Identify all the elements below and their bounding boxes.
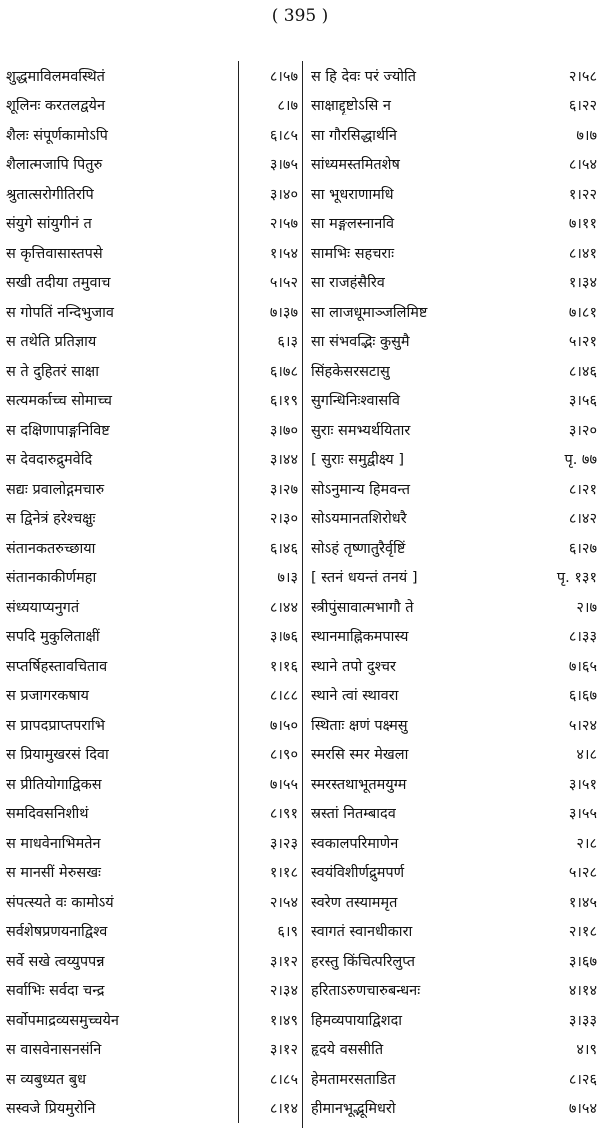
verse-text: सुराः समभ्यर्थयितार: [311, 422, 411, 439]
verse-reference: ३।५१: [568, 776, 597, 793]
index-row: [303, 828, 600, 858]
index-row: [0, 563, 302, 593]
verse-reference: ३।१२: [238, 1035, 302, 1065]
verse-reference: ३।६७: [568, 953, 597, 970]
verse-reference: २।७: [576, 599, 597, 616]
index-row: [303, 563, 600, 593]
verse-reference: २।८: [576, 835, 597, 852]
verse-text: सोऽहं तृष्णातुरैर्वृष्टिं: [311, 540, 406, 557]
verse-reference: ५।२४: [568, 717, 597, 734]
index-row: [0, 740, 302, 770]
verse-reference: ३।४४: [238, 445, 302, 475]
index-row: [303, 61, 600, 91]
verse-text: हिमव्यपायाद्विशदा: [311, 1012, 403, 1029]
index-row: [0, 356, 302, 386]
verse-reference: ३।७६: [238, 622, 302, 652]
index-row: [303, 622, 600, 652]
verse-reference: ६।९: [238, 917, 302, 947]
verse-text: स तथेति प्रतिज्ञाय: [6, 334, 97, 351]
verse-text: स्थाने तपो दुश्चर: [311, 658, 396, 675]
verse-text: संपत्स्यते वः कामोऽयं: [6, 894, 114, 911]
verse-text: हेमतामरसताडित: [311, 1071, 396, 1088]
verse-reference: ८।९०: [238, 740, 302, 770]
verse-text: स गोपतिं नन्दिभुजाव: [6, 304, 114, 321]
index-row: [0, 327, 302, 357]
verse-reference: ८।४२: [568, 511, 597, 528]
index-row: [303, 327, 600, 357]
index-row: [303, 651, 600, 681]
verse-text: सा राजहंसैरिव: [311, 275, 385, 292]
index-row: [303, 238, 600, 268]
index-row: [0, 209, 302, 239]
verse-text: सर्वोपमाद्रव्यसमुच्चयेन: [6, 1012, 119, 1029]
index-row: [0, 504, 302, 534]
page-number: ( 395 ): [271, 6, 329, 26]
verse-text: सांध्यमस्तमितशेष: [311, 157, 400, 174]
verse-text: सर्वाभिः सर्वदा चन्द्र: [6, 983, 105, 1000]
verse-text: सत्यमर्काच्च सोमाच्च: [6, 393, 112, 410]
verse-text: सोऽयमानतशिरोधरै: [311, 511, 407, 528]
verse-reference: ८।२६: [568, 1071, 597, 1088]
right-column: [302, 61, 600, 1128]
index-row: [0, 1005, 302, 1035]
verse-text: स्वयंविशीर्णद्रुमपर्ण: [311, 865, 405, 882]
verse-text: स कृत्तिवासास्तपसे: [6, 245, 103, 262]
index-row: [303, 887, 600, 917]
index-row: [0, 917, 302, 947]
verse-text: सस्वजे प्रियमुरोनि: [6, 1101, 96, 1118]
verse-text: सुगन्धिनिःश्वासवि: [311, 393, 400, 410]
verse-reference: २।५८: [568, 68, 597, 85]
index-row: [303, 946, 600, 976]
verse-text: सा लाजधूमाञ्जलिमिष्ट: [311, 304, 428, 321]
index-row: [303, 474, 600, 504]
index-row: [303, 386, 600, 416]
index-row: [303, 1064, 600, 1094]
verse-reference: ३।३३: [568, 1012, 597, 1029]
index-row: [0, 238, 302, 268]
index-row: [0, 946, 302, 976]
verse-text: स प्रियामुखरसं दिवा: [6, 747, 109, 764]
verse-reference: ३।२३: [238, 828, 302, 858]
verse-text: शूलिनः करतलद्वयेन: [6, 98, 105, 115]
verse-reference: ३।१२: [238, 946, 302, 976]
verse-reference: ७।५५: [238, 769, 302, 799]
index-row: [303, 1005, 600, 1035]
verse-text: [ सुराः समुद्वीक्ष्य ]: [311, 452, 404, 469]
verse-text: सोऽनुमान्य हिमवन्त: [311, 481, 411, 498]
index-row: [303, 120, 600, 150]
verse-text: संतानकतरुच्छाया: [6, 540, 96, 557]
verse-reference: १।५४: [238, 238, 302, 268]
verse-reference: ८।४६: [568, 363, 597, 380]
index-row: [303, 533, 600, 563]
verse-text: हृदये वससीति: [311, 1042, 384, 1059]
verse-text: [ स्तनं धयन्तं तनयं ]: [311, 570, 418, 587]
verse-reference: २।३०: [238, 504, 302, 534]
index-row: [0, 179, 302, 209]
verse-reference: ८।५४: [568, 157, 597, 174]
verse-reference: ४।१४: [568, 983, 597, 1000]
verse-reference: ८।४१: [568, 245, 597, 262]
index-row: [0, 681, 302, 711]
verse-reference: ६।४६: [238, 533, 302, 563]
verse-text: सा संभवद्भिः कुसुमै: [311, 334, 410, 351]
verse-reference: ८।८५: [238, 1064, 302, 1094]
verse-text: सर्वे सखे त्वय्युपपन्न: [6, 953, 105, 970]
verse-text: स्वरेण तस्याममृत: [311, 894, 398, 911]
index-row: [0, 1094, 302, 1124]
index-row: [0, 150, 302, 180]
verse-reference: २।३४: [238, 976, 302, 1006]
index-row: [0, 622, 302, 652]
verse-text: स्वागतं स्वानधीकारा: [311, 924, 413, 941]
verse-text: हीमानभूद्भूमिधरो: [311, 1101, 396, 1118]
index-row: [303, 592, 600, 622]
verse-text: सर्वशेषप्रणयनाद्विश्व: [6, 924, 108, 941]
left-column: [0, 61, 302, 1123]
verse-reference: ८।२१: [568, 481, 597, 498]
verse-text: सखी तदीया तमुवाच: [6, 275, 111, 292]
verse-text: स प्रीतियोगाद्विकस: [6, 776, 102, 793]
verse-reference: ७।११: [568, 216, 597, 233]
verse-text: स प्रजागरकषाय: [6, 688, 89, 705]
verse-text: स हि देवः परं ज्योति: [311, 68, 417, 85]
verse-text: सिंहकेसरसटासु: [311, 363, 390, 380]
verse-reference: ३।२७: [238, 474, 302, 504]
verse-text: सा मङ्गलस्नानवि: [311, 216, 395, 233]
index-row: [303, 1035, 600, 1065]
verse-reference: ६।२२: [568, 98, 597, 115]
index-row: [303, 858, 600, 888]
verse-reference: ८।७: [238, 91, 302, 121]
verse-reference: ३।५६: [568, 393, 597, 410]
index-row: [0, 91, 302, 121]
index-row: [303, 91, 600, 121]
index-row: [0, 651, 302, 681]
verse-text: स वासवेनासनसंनि: [6, 1042, 102, 1059]
verse-text: स्मरसि स्मर मेखला: [311, 747, 409, 764]
index-row: [0, 710, 302, 740]
verse-reference: ८।८८: [238, 681, 302, 711]
index-row: [303, 179, 600, 209]
verse-text: संतानकाकीर्णमहा: [6, 570, 97, 587]
index-row: [0, 386, 302, 416]
verse-reference: ६।३: [238, 327, 302, 357]
verse-text: स ते दुहितरं साक्षा: [6, 363, 99, 380]
index-row: [0, 976, 302, 1006]
index-row: [303, 209, 600, 239]
verse-reference: ७।३७: [238, 297, 302, 327]
verse-text: संध्ययाप्यनुगतं: [6, 599, 80, 616]
index-row: [0, 799, 302, 829]
verse-reference: १।४९: [238, 1005, 302, 1035]
verse-text: स द्विनेत्रं हरेश्चक्षुः: [6, 511, 96, 528]
verse-reference: २।१८: [568, 924, 597, 941]
index-row: [0, 61, 302, 91]
verse-reference: १।१६: [238, 651, 302, 681]
index-row: [0, 533, 302, 563]
index-row: [0, 1064, 302, 1094]
verse-text: स माधवेनाभिमतेन: [6, 835, 101, 852]
verse-reference: ४।९: [576, 1042, 597, 1059]
verse-reference: ८।४४: [238, 592, 302, 622]
verse-reference: ५।२८: [568, 865, 597, 882]
index-row: [303, 710, 600, 740]
index-row: [0, 268, 302, 298]
verse-reference: ७।३: [238, 563, 302, 593]
verse-text: स मानसीं मेरुसखः: [6, 865, 101, 882]
index-row: [303, 297, 600, 327]
index-row: [0, 474, 302, 504]
verse-reference: ५।५२: [238, 268, 302, 298]
verse-reference: ३।७५: [238, 150, 302, 180]
verse-reference: ७।६५: [568, 658, 597, 675]
verse-reference: ३।४०: [238, 179, 302, 209]
index-row: [303, 504, 600, 534]
verse-text: सा भूधराणामधि: [311, 186, 394, 203]
verse-reference: ६।८५: [238, 120, 302, 150]
verse-reference: पृ. १३१: [556, 570, 597, 587]
verse-reference: पृ. ७७: [564, 452, 597, 469]
verse-text: स्थाने त्वां स्थावरा: [311, 688, 399, 705]
verse-text: स्थिताः क्षणं पक्ष्मसु: [311, 717, 408, 734]
verse-text: स्मरस्तथाभूतमयुग्म: [311, 776, 407, 793]
verse-reference: ६।६७: [568, 688, 597, 705]
verse-reference: ८।५७: [238, 61, 302, 91]
index-row: [303, 415, 600, 445]
verse-reference: ५।२१: [568, 334, 597, 351]
verse-reference: ८।९१: [238, 799, 302, 829]
verse-reference: ८।३३: [568, 629, 597, 646]
verse-reference: ८।१४: [238, 1094, 302, 1124]
verse-text: साक्षाद्दृष्टोऽसि न: [311, 98, 391, 115]
index-row: [303, 799, 600, 829]
index-row: [0, 1035, 302, 1065]
verse-text: शैलः संपूर्णकामोऽपि: [6, 127, 108, 144]
verse-text: सामभिः सहचराः: [311, 245, 395, 262]
verse-text: सा गौरसिद्धार्थनि: [311, 127, 397, 144]
verse-text: श्रुतात्सरोगीतिरपि: [6, 186, 94, 203]
verse-text: स्वकालपरिमाणेन: [311, 835, 399, 852]
verse-reference: ७।५०: [238, 710, 302, 740]
verse-text: स प्रापदप्राप्तपराभि: [6, 717, 105, 734]
verse-text: स्थानमाह्निकमपास्य: [311, 629, 409, 646]
verse-text: शैलात्मजापि पितुरु: [6, 157, 103, 174]
index-row: [303, 445, 600, 475]
index-row: [303, 976, 600, 1006]
verse-text: स्त्रीपुंसावात्मभागौ ते: [311, 599, 414, 616]
verse-reference: ६।७८: [238, 356, 302, 386]
verse-text: समदिवसनिशीथं: [6, 806, 89, 823]
index-row: [0, 445, 302, 475]
verse-text: हरिताऽरुणचारुबन्धनः: [311, 983, 421, 1000]
verse-text: सप्तर्षिहस्तावचिताव: [6, 658, 108, 675]
verse-text: स्रस्तां नितम्बादव: [311, 806, 396, 823]
verse-text: सद्यः प्रवालोद्गमचारु: [6, 481, 105, 498]
index-row: [0, 887, 302, 917]
verse-reference: ६।२७: [568, 540, 597, 557]
index-row: [0, 297, 302, 327]
verse-text: स देवदारुद्रुमवेदि: [6, 452, 93, 469]
verse-text: संयुगे सांयुगीनं त: [6, 216, 92, 233]
index-row: [303, 740, 600, 770]
verse-text: हरस्तु किंचित्परिलुप्त: [311, 953, 415, 970]
verse-reference: २।५४: [238, 887, 302, 917]
verse-reference: ३।५५: [568, 806, 597, 823]
index-row: [303, 268, 600, 298]
verse-reference: १।४५: [568, 894, 597, 911]
verse-text: शुद्धमाविलमवस्थितं: [6, 68, 105, 85]
verse-reference: ६।१९: [238, 386, 302, 416]
verse-reference: ३।७०: [238, 415, 302, 445]
verse-reference: ७।८१: [568, 304, 597, 321]
index-row: [0, 592, 302, 622]
index-row: [0, 769, 302, 799]
index-row: [0, 120, 302, 150]
index-row: [303, 917, 600, 947]
verse-text: सपदि मुकुलिताक्षीं: [6, 629, 100, 646]
index-row: [303, 356, 600, 386]
index-row: [0, 415, 302, 445]
verse-reference: ३।२०: [568, 422, 597, 439]
verse-reference: १।२२: [568, 186, 597, 203]
index-row: [0, 858, 302, 888]
index-row: [303, 681, 600, 711]
verse-text: स दक्षिणापाङ्गनिविष्ट: [6, 422, 110, 439]
verse-reference: ७।७: [576, 127, 597, 144]
index-row: [0, 828, 302, 858]
verse-text: स व्यबुध्यत बुध: [6, 1071, 86, 1088]
verse-reference: १।३४: [568, 275, 597, 292]
verse-reference: ७।५४: [568, 1101, 597, 1118]
index-row: [303, 1094, 600, 1124]
index-row: [303, 150, 600, 180]
verse-reference: ४।८: [576, 747, 597, 764]
index-row: [303, 769, 600, 799]
verse-reference: १।१८: [238, 858, 302, 888]
verse-reference: २।५७: [238, 209, 302, 239]
